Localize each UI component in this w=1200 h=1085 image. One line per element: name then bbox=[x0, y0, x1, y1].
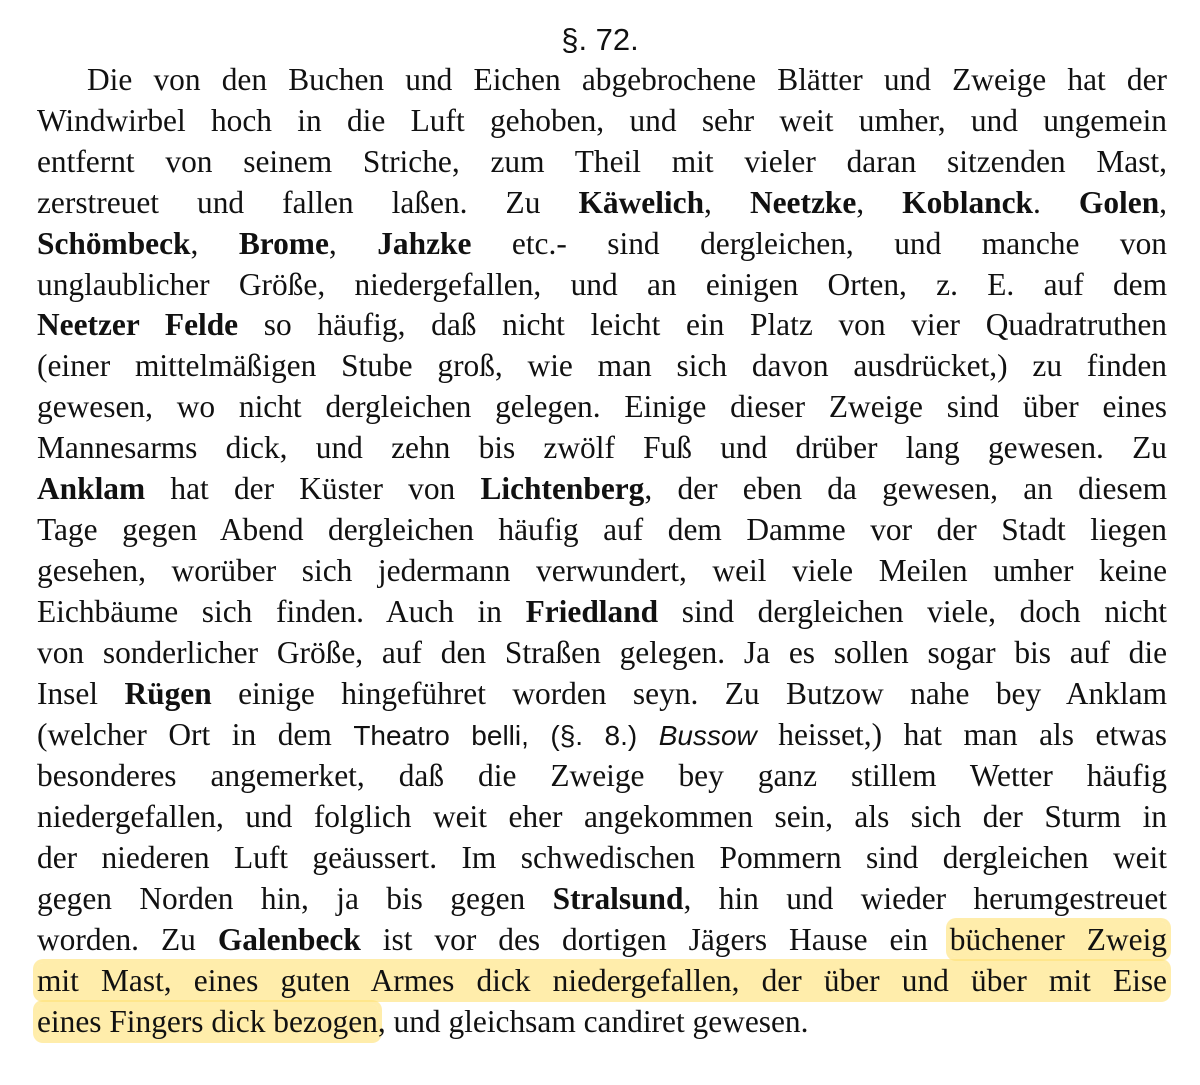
text-line: Neetzer Felde so häufig, daß nicht leicht ein Platz von vier Quadratruthen bbox=[37, 307, 1167, 343]
text-line: Schömbeck, Brome, Jahzke etc.- sind dergleichen, und manche von bbox=[37, 225, 1167, 261]
text-line: Windwirbel hoch in die Luft gehoben, und sehr weit umher, und ungemein bbox=[37, 102, 1167, 138]
text-line: gesehen, worüber sich jedermann verwundert, weil viele Meilen umher keine bbox=[37, 552, 1167, 588]
place-name: Koblanck bbox=[902, 184, 1034, 220]
highlighted-text: eines Fingers dick bezogen bbox=[37, 1003, 378, 1039]
place-name: Friedland bbox=[525, 593, 659, 629]
place-name: Stralsund bbox=[552, 881, 684, 917]
place-name: Neetzer Felde bbox=[37, 307, 239, 343]
text-line: (welcher Ort in dem Theatro belli, (§. 8.) Bussow heisset,) hat man als etwas bbox=[37, 716, 1167, 752]
place-name: Rügen bbox=[124, 675, 212, 711]
text-line: Tage gegen Abend dergleichen häufig auf dem Damme vor der Stadt liegen bbox=[37, 511, 1167, 547]
book-title: Theatro belli bbox=[353, 719, 522, 751]
text-line: von sonderlicher Größe, auf den Straßen gelegen. Ja es sollen sogar bis auf die bbox=[37, 634, 1167, 670]
highlighted-text: büchener Zweig bbox=[949, 922, 1167, 958]
place-name: Galenbeck bbox=[217, 922, 361, 958]
text-line: Die von den Buchen und Eichen abgebrochene Blätter und Zweige hat der bbox=[87, 62, 1167, 97]
text-line: Eichbäume sich finden. Auch in Friedland sind dergleichen viele, doch nicht bbox=[37, 593, 1168, 629]
place-name: Neetzke bbox=[749, 184, 857, 220]
text-line: gewesen, wo nicht dergleichen gelegen. Einige dieser Zweige sind über eines bbox=[37, 389, 1167, 425]
place-name: Anklam bbox=[37, 471, 146, 507]
place-name: Schömbeck bbox=[37, 225, 191, 261]
text-line bbox=[37, 961, 1167, 1002]
text-line: unglaublicher Größe, niedergefallen, und an einigen Orten, z. E. auf dem bbox=[37, 266, 1167, 302]
text-line: gegen Norden hin, ja bis gegen Stralsund, hin und wieder herumgestreuet bbox=[37, 881, 1167, 917]
place-name: Lichtenberg bbox=[480, 471, 645, 507]
old-place-name: Bussow bbox=[658, 719, 757, 751]
text-line: besonderes angemerket, daß die Zweige bey ganz stillem Wetter häufig bbox=[37, 758, 1167, 794]
text-line: Insel Rügen einige hingeführet worden seyn. Zu Butzow nahe bey Anklam bbox=[37, 675, 1167, 711]
text-line: Mannesarms dick, und zehn bis zwölf Fuß und drüber lang gewesen. Zu bbox=[37, 430, 1167, 466]
text-line: niedergefallen, und folglich weit eher angekommen sein, als sich der Sturm in bbox=[37, 799, 1167, 835]
text-line: der niederen Luft geäussert. Im schwedischen Pommern sind dergleichen weit bbox=[37, 840, 1167, 876]
place-name: Golen bbox=[1078, 184, 1160, 220]
text-line: (einer mittelmäßigen Stube groß, wie man sich davon ausdrücket,) zu finden bbox=[37, 348, 1167, 384]
text-line: worden. Zu Galenbeck ist vor des dortigen Jägers Hause ein büchener Zweig bbox=[37, 922, 1167, 958]
place-name: Käwelich bbox=[578, 184, 705, 220]
place-name: Jahzke bbox=[377, 225, 472, 261]
text-line: eines Fingers dick bezogen, und gleichsam candiret gewesen. bbox=[37, 1003, 809, 1039]
section-paragraph bbox=[37, 60, 1167, 1043]
place-name: Brome bbox=[238, 225, 329, 261]
text-line: zerstreuet und fallen laßen. Zu Käwelich, Neetzke, Koblanck. Golen, bbox=[37, 184, 1168, 220]
text-line: entfernt von seinem Striche, zum Theil mit vieler daran sitzenden Mast, bbox=[37, 143, 1167, 179]
section-heading: §. 72. bbox=[561, 22, 639, 57]
highlighted-text: mit Mast, eines guten Armes dick niedergefallen, der über und über mit Eise bbox=[37, 962, 1167, 998]
text-line: Anklam hat der Küster von Lichtenberg, der eben da gewesen, an diesem bbox=[37, 471, 1167, 507]
